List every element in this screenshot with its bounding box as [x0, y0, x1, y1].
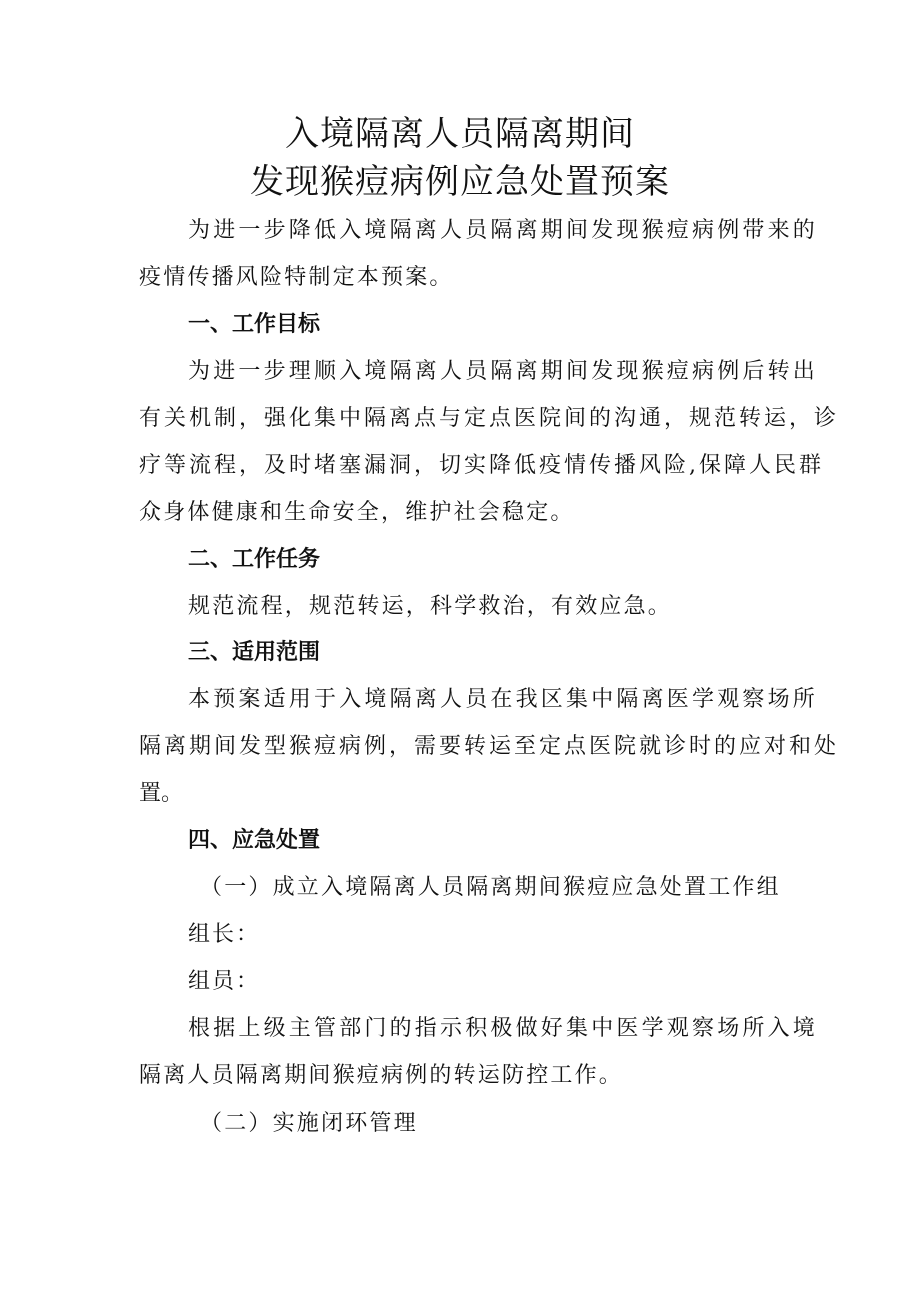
- group-members-label: 组员：: [188, 969, 261, 994]
- section-2-line-1: 规范流程，规范转运，科学救治，有效应急。: [188, 594, 673, 619]
- group-leader-label: 组长：: [188, 922, 261, 947]
- intro-line-2: 疫情传播风险特制定本预案。: [139, 265, 454, 290]
- section-4-duty-line-1: 根据上级主管部门的指示积极做好集中医学观察场所入境: [188, 1016, 819, 1041]
- section-1-heading: 一、工作目标: [188, 312, 321, 337]
- document-title-line-1: 入境隔离人员隔离期间: [285, 114, 635, 154]
- section-3-line-1: 本预案适用于入境隔离人员在我区集中隔离医学观察场所: [188, 687, 819, 712]
- intro-line-1: 为进一步降低入境隔离人员隔离期间发现猴痘病例带来的: [188, 218, 819, 243]
- section-1-line-4: 众身体健康和生命安全，维护社会稳定。: [139, 500, 575, 525]
- section-1-line-2: 有关机制，强化集中隔离点与定点医院间的沟通，规范转运，诊: [139, 406, 840, 431]
- section-1-line-3: 疗等流程，及时堵塞漏洞，切实降低疫情传播风险,保障人民群: [139, 453, 824, 478]
- section-4-subheading-2: （二）实施闭环管理: [200, 1111, 418, 1136]
- section-2-heading: 二、工作任务: [188, 547, 321, 572]
- section-1-line-1: 为进一步理顺入境隔离人员隔离期间发现猴痘病例后转出: [188, 359, 819, 384]
- section-4-heading: 四、应急处置: [188, 828, 321, 853]
- section-3-heading: 三、适用范围: [188, 640, 321, 665]
- section-4-duty-line-2: 隔离人员隔离期间猴痘病例的转运防控工作。: [139, 1063, 624, 1088]
- section-4-subheading-1: （一）成立入境隔离人员隔离期间猴痘应急处置工作组: [200, 875, 781, 900]
- section-3-line-2: 隔离期间发型猴痘病例，需要转运至定点医院就诊时的应对和处: [139, 734, 840, 759]
- section-3-line-3: 置。: [139, 781, 184, 806]
- document-title-line-2: 发现猴痘病例应急处置预案: [250, 162, 670, 202]
